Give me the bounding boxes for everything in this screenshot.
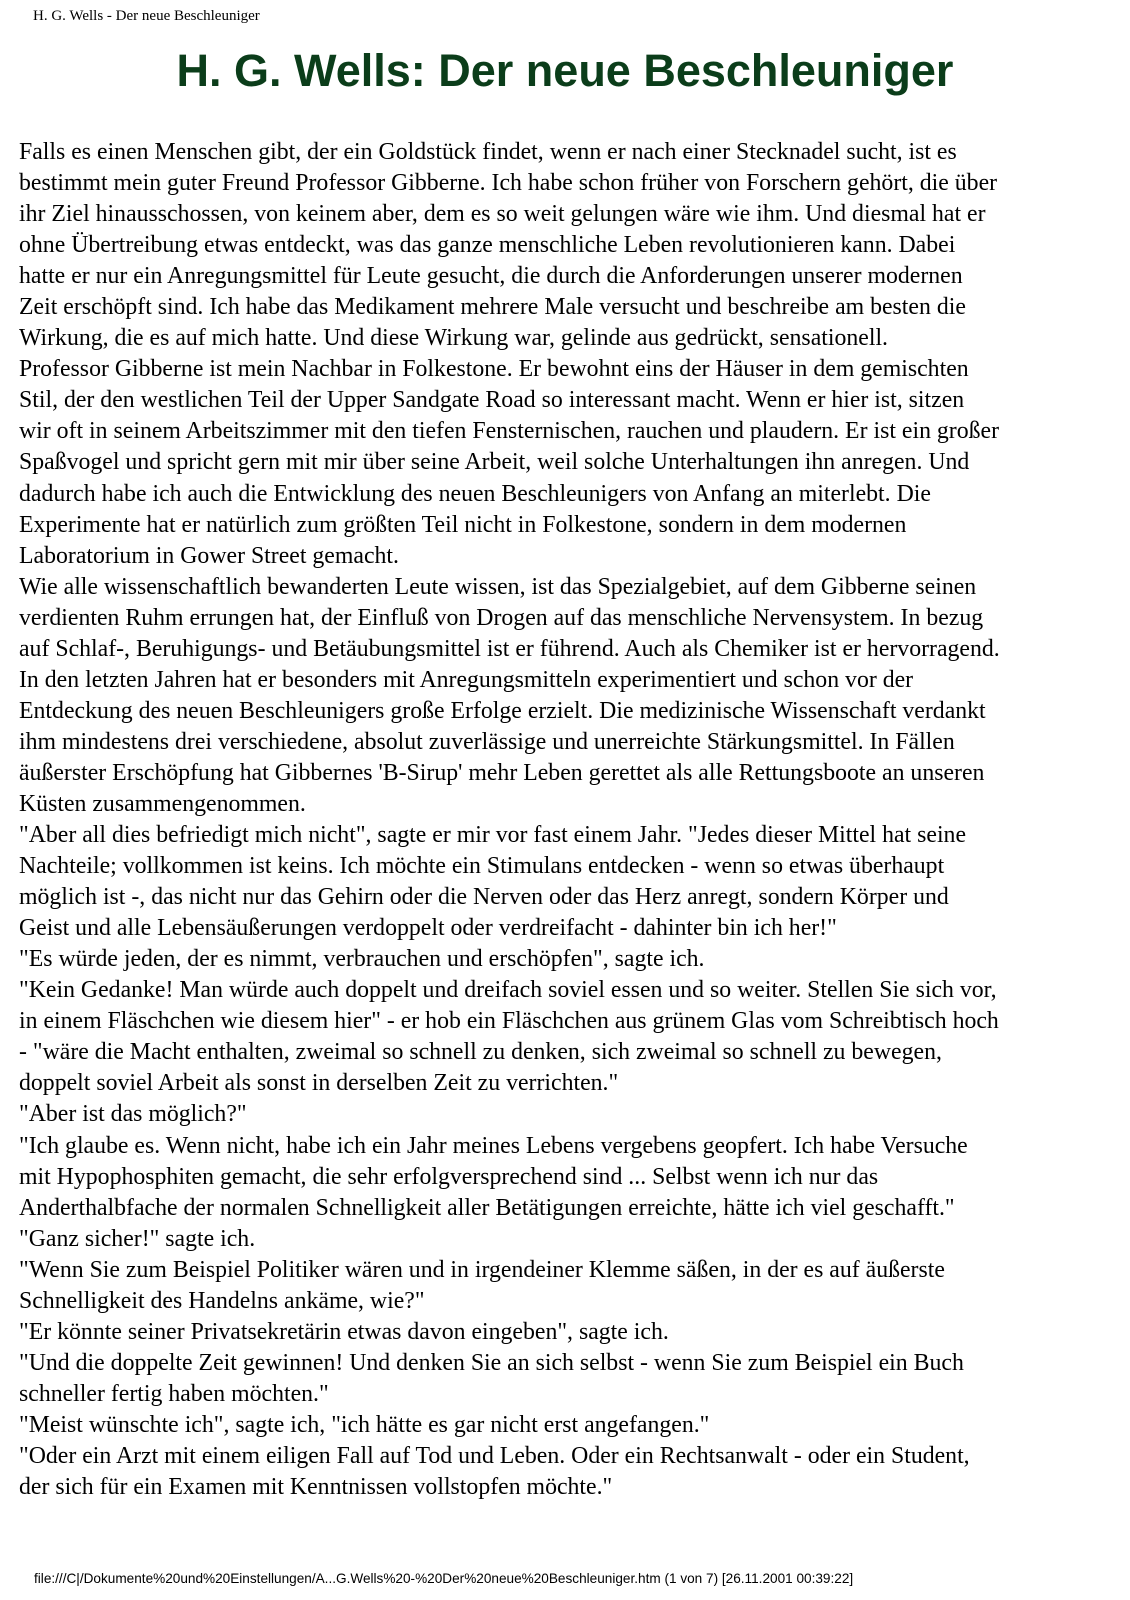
text-line: - "wäre die Macht enthalten, zweimal so schnell zu denken, sich zweimal so schnell zu bewegen, [19,1039,942,1066]
text-line: "Er könnte seiner Privatsekretärin etwas davon eingeben", sagte ich. [19,1318,669,1345]
text-line: "Meist wünschte ich", sagte ich, "ich hätte es gar nicht erst angefangen." [19,1411,710,1438]
text-line: ihm mindestens drei verschiedene, absolut zuverlässige und unerreichte Stärkungsmittel. In Fällen [19,728,955,755]
text-line: bestimmt mein guter Freund Professor Gibberne. Ich habe schon früher von Forschern gehört, die über [19,170,998,197]
text-line: wir oft in seinem Arbeitszimmer mit den tiefen Fensternischen, rauchen und plaudern. Er ist ein großer [19,418,1000,445]
text-line: Wirkung, die es auf mich hatte. Und diese Wirkung war, gelinde aus gedrückt, sensationell. [19,325,889,352]
text-line: auf Schlaf-, Beruhigungs- und Betäubungsmittel ist er führend. Auch als Chemiker ist er hervorragend. [19,635,1000,662]
text-line: "Oder ein Arzt mit einem eiligen Fall auf Tod und Leben. Oder ein Rechtsanwalt - oder ein Student, [19,1442,970,1469]
text-line: "Es würde jeden, der es nimmt, verbrauchen und erschöpfen", sagte ich. [19,946,705,973]
text-line: "Aber ist das möglich?" [19,1101,247,1128]
text-line: Professor Gibberne ist mein Nachbar in Folkestone. Er bewohnt eins der Häuser in dem gemischten [19,356,969,383]
text-line: schneller fertig haben möchten." [19,1380,329,1407]
text-line: ihr Ziel hinausschossen, von keinem aber, dem es so weit gelungen wäre wie ihm. Und diesmal hat er [19,201,986,228]
text-line: Spaßvogel und spricht gern mit mir über seine Arbeit, weil solche Unterhaltungen ihn anregen. Und [19,449,970,476]
text-line: "Wenn Sie zum Beispiel Politiker wären und in irgendeiner Klemme säßen, in der es auf äußerste [19,1256,945,1283]
text-line: Geist und alle Lebensäußerungen verdoppelt oder verdreifacht - dahinter bin ich her!" [19,915,837,942]
text-line: In den letzten Jahren hat er besonders mit Anregungsmitteln experimentiert und schon vor der [19,666,914,693]
text-line: "Ganz sicher!" sagte ich. [19,1225,256,1252]
text-line: möglich ist -, das nicht nur das Gehirn oder die Nerven oder das Herz anregt, sondern Körper und [19,884,949,911]
text-line: dadurch habe ich auch die Entwicklung des neuen Beschleunigers von Anfang an miterlebt. Die [19,480,931,507]
text-line: Stil, der den westlichen Teil der Upper Sandgate Road so interessant macht. Wenn er hier ist, sitzen [19,387,965,414]
article-body [19,137,1124,1503]
text-line: Nachteile; vollkommen ist keins. Ich möchte ein Stimulans entdecken - wenn so etwas überhaupt [19,853,945,880]
text-line: Schnelligkeit des Handelns ankäme, wie?" [19,1287,425,1314]
text-line: in einem Fläschchen wie diesem hier" - er hob ein Fläschchen aus grünem Glas vom Schreibtisch hoch [19,1008,999,1035]
text-line: Experimente hat er natürlich zum größten Teil nicht in Folkestone, sondern in dem modernen [19,511,907,538]
text-line: Entdeckung des neuen Beschleunigers große Erfolge erzielt. Die medizinische Wissenschaft verdankt [19,697,986,724]
text-line: der sich für ein Examen mit Kenntnissen vollstopfen möchte." [19,1474,613,1501]
print-footer-file-info: file:///C|/Dokumente%20und%20Einstellungen/A...G.Wells%20-%20Der%20neue%20Beschleuniger.htm (1 von 7) [26.11.2001 00:39:22] [34,1571,854,1586]
text-line: Laboratorium in Gower Street gemacht. [19,542,399,569]
text-line: doppelt soviel Arbeit als sonst in derselben Zeit zu verrichten." [19,1070,619,1097]
text-line: äußerster Erschöpfung hat Gibbernes 'B-Sirup' mehr Leben gerettet als alle Rettungsboote an unseren [19,759,985,786]
text-line: hatte er nur ein Anregungsmittel für Leute gesucht, die durch die Anforderungen unserer modernen [19,263,963,290]
text-line: ohne Übertreibung etwas entdeckt, was das ganze menschliche Leben revolutionieren kann. Dabei [19,232,956,259]
text-line: "Ich glaube es. Wenn nicht, habe ich ein Jahr meines Lebens vergebens geopfert. Ich habe Versuche [19,1132,968,1159]
print-header-title: H. G. Wells - Der neue Beschleuniger [33,8,260,24]
page-title: H. G. Wells: Der neue Beschleuniger [176,45,954,96]
text-line: Anderthalbfache der normalen Schnelligkeit aller Betätigungen erreichte, hätte ich viel geschafft." [19,1194,955,1221]
text-line: verdienten Ruhm errungen hat, der Einfluß von Drogen auf das menschliche Nervensystem. In bezug [19,604,984,631]
text-line: Falls es einen Menschen gibt, der ein Goldstück findet, wenn er nach einer Stecknadel sucht, ist es [19,139,957,165]
text-line: mit Hypophosphiten gemacht, die sehr erfolgversprechend sind ... Selbst wenn ich nur das [19,1163,879,1190]
text-line: Zeit erschöpft sind. Ich habe das Medikament mehrere Male versucht und beschreibe am besten die [19,294,966,321]
text-line: Wie alle wissenschaftlich bewanderten Leute wissen, ist das Spezialgebiet, auf dem Gibberne seinen [19,573,977,600]
text-line: "Und die doppelte Zeit gewinnen! Und denken Sie an sich selbst - wenn Sie zum Beispiel ein Buch [19,1349,964,1376]
text-line: Küsten zusammengenommen. [19,790,306,817]
text-line: "Kein Gedanke! Man würde auch doppelt und dreifach soviel essen und so weiter. Stellen Sie sich vor, [19,977,997,1004]
text-line: "Aber all dies befriedigt mich nicht", sagte er mir vor fast einem Jahr. "Jedes dieser Mittel hat seine [19,822,967,849]
